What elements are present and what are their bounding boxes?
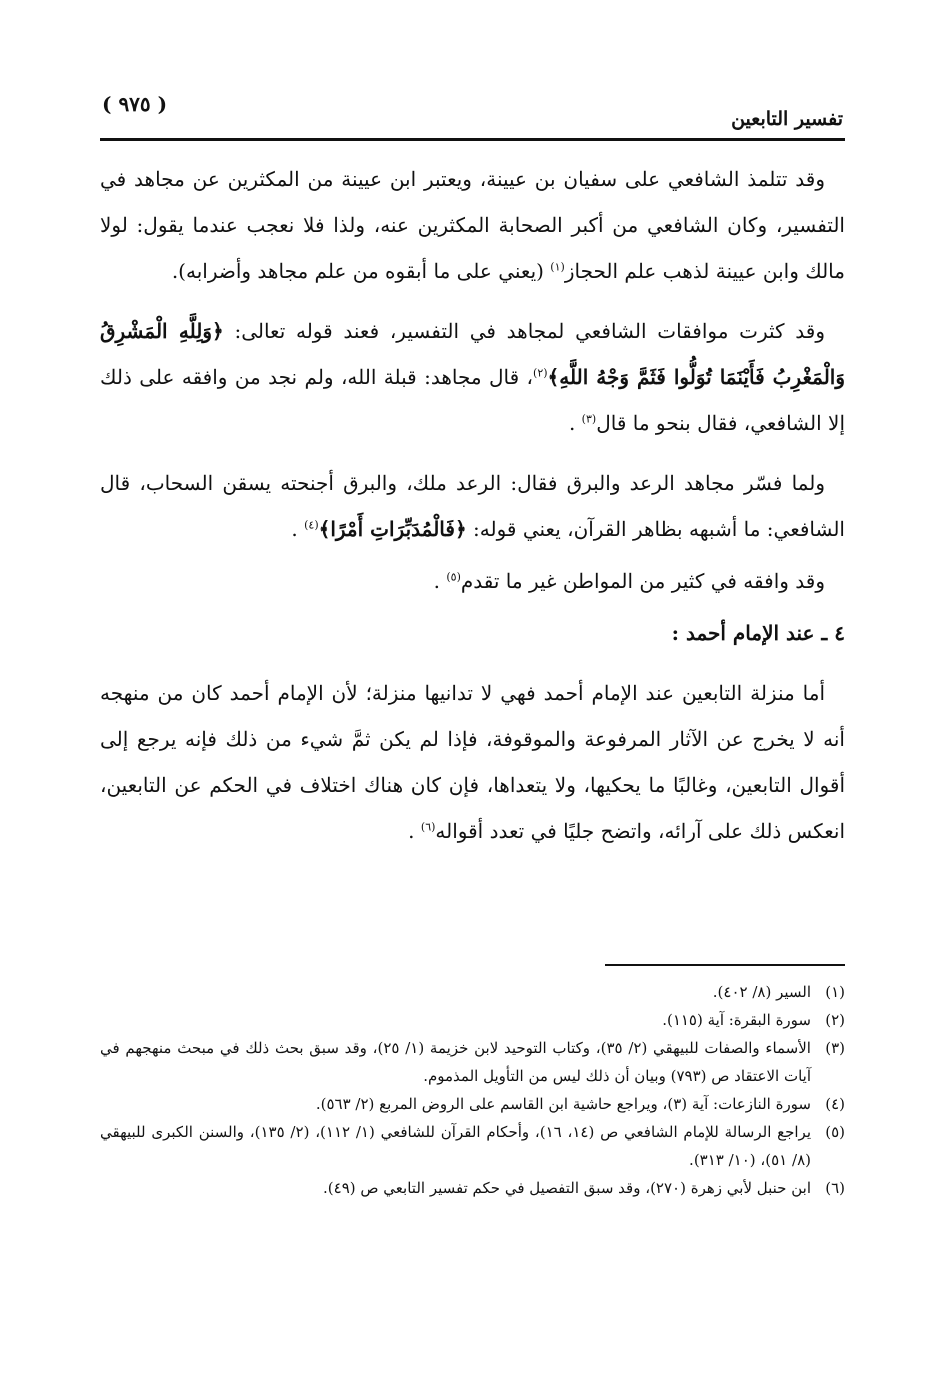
paragraph-text: ، قال مجاهد: قبلة الله، ولم نجد من وافقه على ذلك إلا الشافعي، فقال بنحو ما قال — [100, 365, 845, 435]
paragraph-text: أما منزلة التابعين عند الإمام أحمد فهي لا تدانيها منزلة؛ لأن الإمام أحمد كان من منهجه أنه لا يخرج عن الآثار المرفوعة والموقوفة، فإذا لم يكن ثمَّ شيء من ذلك فإنه يرجع إلى أقوال التابعين، وغالبًا ما يحكيها، ولا يتعداها، فإن كان هناك اختلاف في الحكم عن التابعين، انعكس ذلك على آرائه، واتضح جليًا في تعدد أقواله — [100, 681, 845, 843]
main-text — [100, 156, 845, 868]
paragraph — [100, 670, 845, 854]
footnote-ref[interactable]: (٣) — [581, 412, 597, 426]
footnote-number: (٢) — [825, 1011, 845, 1029]
paragraph-text: وقد وافقه في كثير من المواطن غير ما تقدم — [460, 569, 825, 593]
footnote-number: (٣) — [825, 1039, 845, 1057]
footnote-ref[interactable]: (٢) — [533, 366, 548, 380]
footnote-number: (٥) — [825, 1123, 845, 1141]
page-number: ( ٩٧٥ ) — [102, 92, 168, 116]
quran-verse: ﴿وَلِلَّهِ الْمَشْرِقُ وَالْمَغْرِبُ فَأَيْنَمَا تُوَلُّوا فَثَمَّ وَجْهُ اللَّهِ﴾ — [100, 319, 845, 389]
paragraph — [100, 460, 845, 552]
footnote-text: الأسماء والصفات للبيهقي (٢/ ٣٥)، وكتاب التوحيد لابن خزيمة (١/ ٢٥)، وقد سبق بحث ذلك في مبحث منهجهم في آيات الاعتقاد ص (٧٩٣) وبيان أن ذلك ليس من التأويل المذموم. — [100, 1039, 811, 1085]
footnote-separator — [605, 964, 845, 966]
paragraph — [100, 308, 845, 446]
footnote-number: (٦) — [825, 1179, 845, 1197]
paragraph-text: . — [433, 569, 447, 593]
footnote-ref[interactable]: (٤) — [304, 518, 319, 532]
quran-verse: ﴿فَالْمُدَبِّرَاتِ أَمْرًا﴾ — [318, 517, 467, 541]
footnote-number: (١) — [825, 983, 845, 1001]
footnote-text: يراجع الرسالة للإمام الشافعي ص (١٤، ١٦)، وأحكام القرآن للشافعي (١/ ١١٢)، (٢/ ١٣٥)، والسنن الكبرى للبيهقي (٨/ ٥١)، (١٠/ ٣١٣). — [100, 1123, 812, 1169]
footnote-text: السير (٨/ ٤٠٢). — [712, 983, 811, 1001]
footnote-item — [100, 1118, 845, 1174]
header-rule — [100, 138, 845, 141]
paragraph-text: وقد تتلمذ الشافعي على سفيان بن عيينة، ويعتبر ابن عيينة من المكثرين عن مجاهد في التفسير، وكان الشافعي من أكبر الصحابة المكثرين عنه، ولذا فلا نعجب عندما يقول: لولا مالك وابن عيينة لذهب علم الحجاز — [100, 167, 845, 283]
footnote-item — [100, 1034, 845, 1090]
footnote-ref[interactable]: (١) — [550, 260, 565, 274]
footnote-ref[interactable]: (٦) — [420, 820, 436, 834]
running-title: تفسير التابعين — [731, 108, 843, 130]
page-header — [100, 88, 845, 136]
section-heading: ٤ ـ عند الإمام أحمد : — [671, 621, 845, 645]
footnote-text: سورة النازعات: آية (٣)، ويراجع حاشية ابن القاسم على الروض المربع (٢/ ٥٦٣). — [315, 1095, 811, 1113]
paragraph-text: (يعني على ما أبقوه من علم مجاهد وأضرابه). — [171, 259, 551, 283]
footnote-ref[interactable]: (٥) — [446, 570, 461, 584]
paragraph-text: . — [291, 517, 305, 541]
paragraph — [100, 558, 845, 604]
paragraph — [100, 156, 845, 294]
footnote-text: سورة البقرة: آية (١١٥). — [662, 1011, 811, 1029]
footnote-item — [100, 1174, 845, 1202]
paragraph-text: ولما فسّر مجاهد الرعد والبرق فقال: الرعد ملك، والبرق أجنحته يسقن السحاب، قال الشافعي: ما أشبهه بظاهر القرآن، يعني قوله: — [100, 471, 845, 541]
paragraph-text: وقد كثرت موافقات الشافعي لمجاهد في التفسير، فعند قوله تعالى: — [223, 319, 826, 343]
footnote-item — [100, 978, 845, 1006]
paragraph-text: . — [408, 819, 421, 843]
footnote-text: ابن حنبل لأبي زهرة (٢٧٠)، وقد سبق التفصيل في حكم تفسير التابعي ص (٤٩). — [323, 1179, 811, 1197]
footnotes — [100, 978, 845, 1202]
book-page — [100, 88, 845, 1308]
paragraph-text: . — [568, 411, 582, 435]
footnote-item — [100, 1090, 845, 1118]
footnote-item — [100, 1006, 845, 1034]
footnote-number: (٤) — [825, 1095, 845, 1113]
